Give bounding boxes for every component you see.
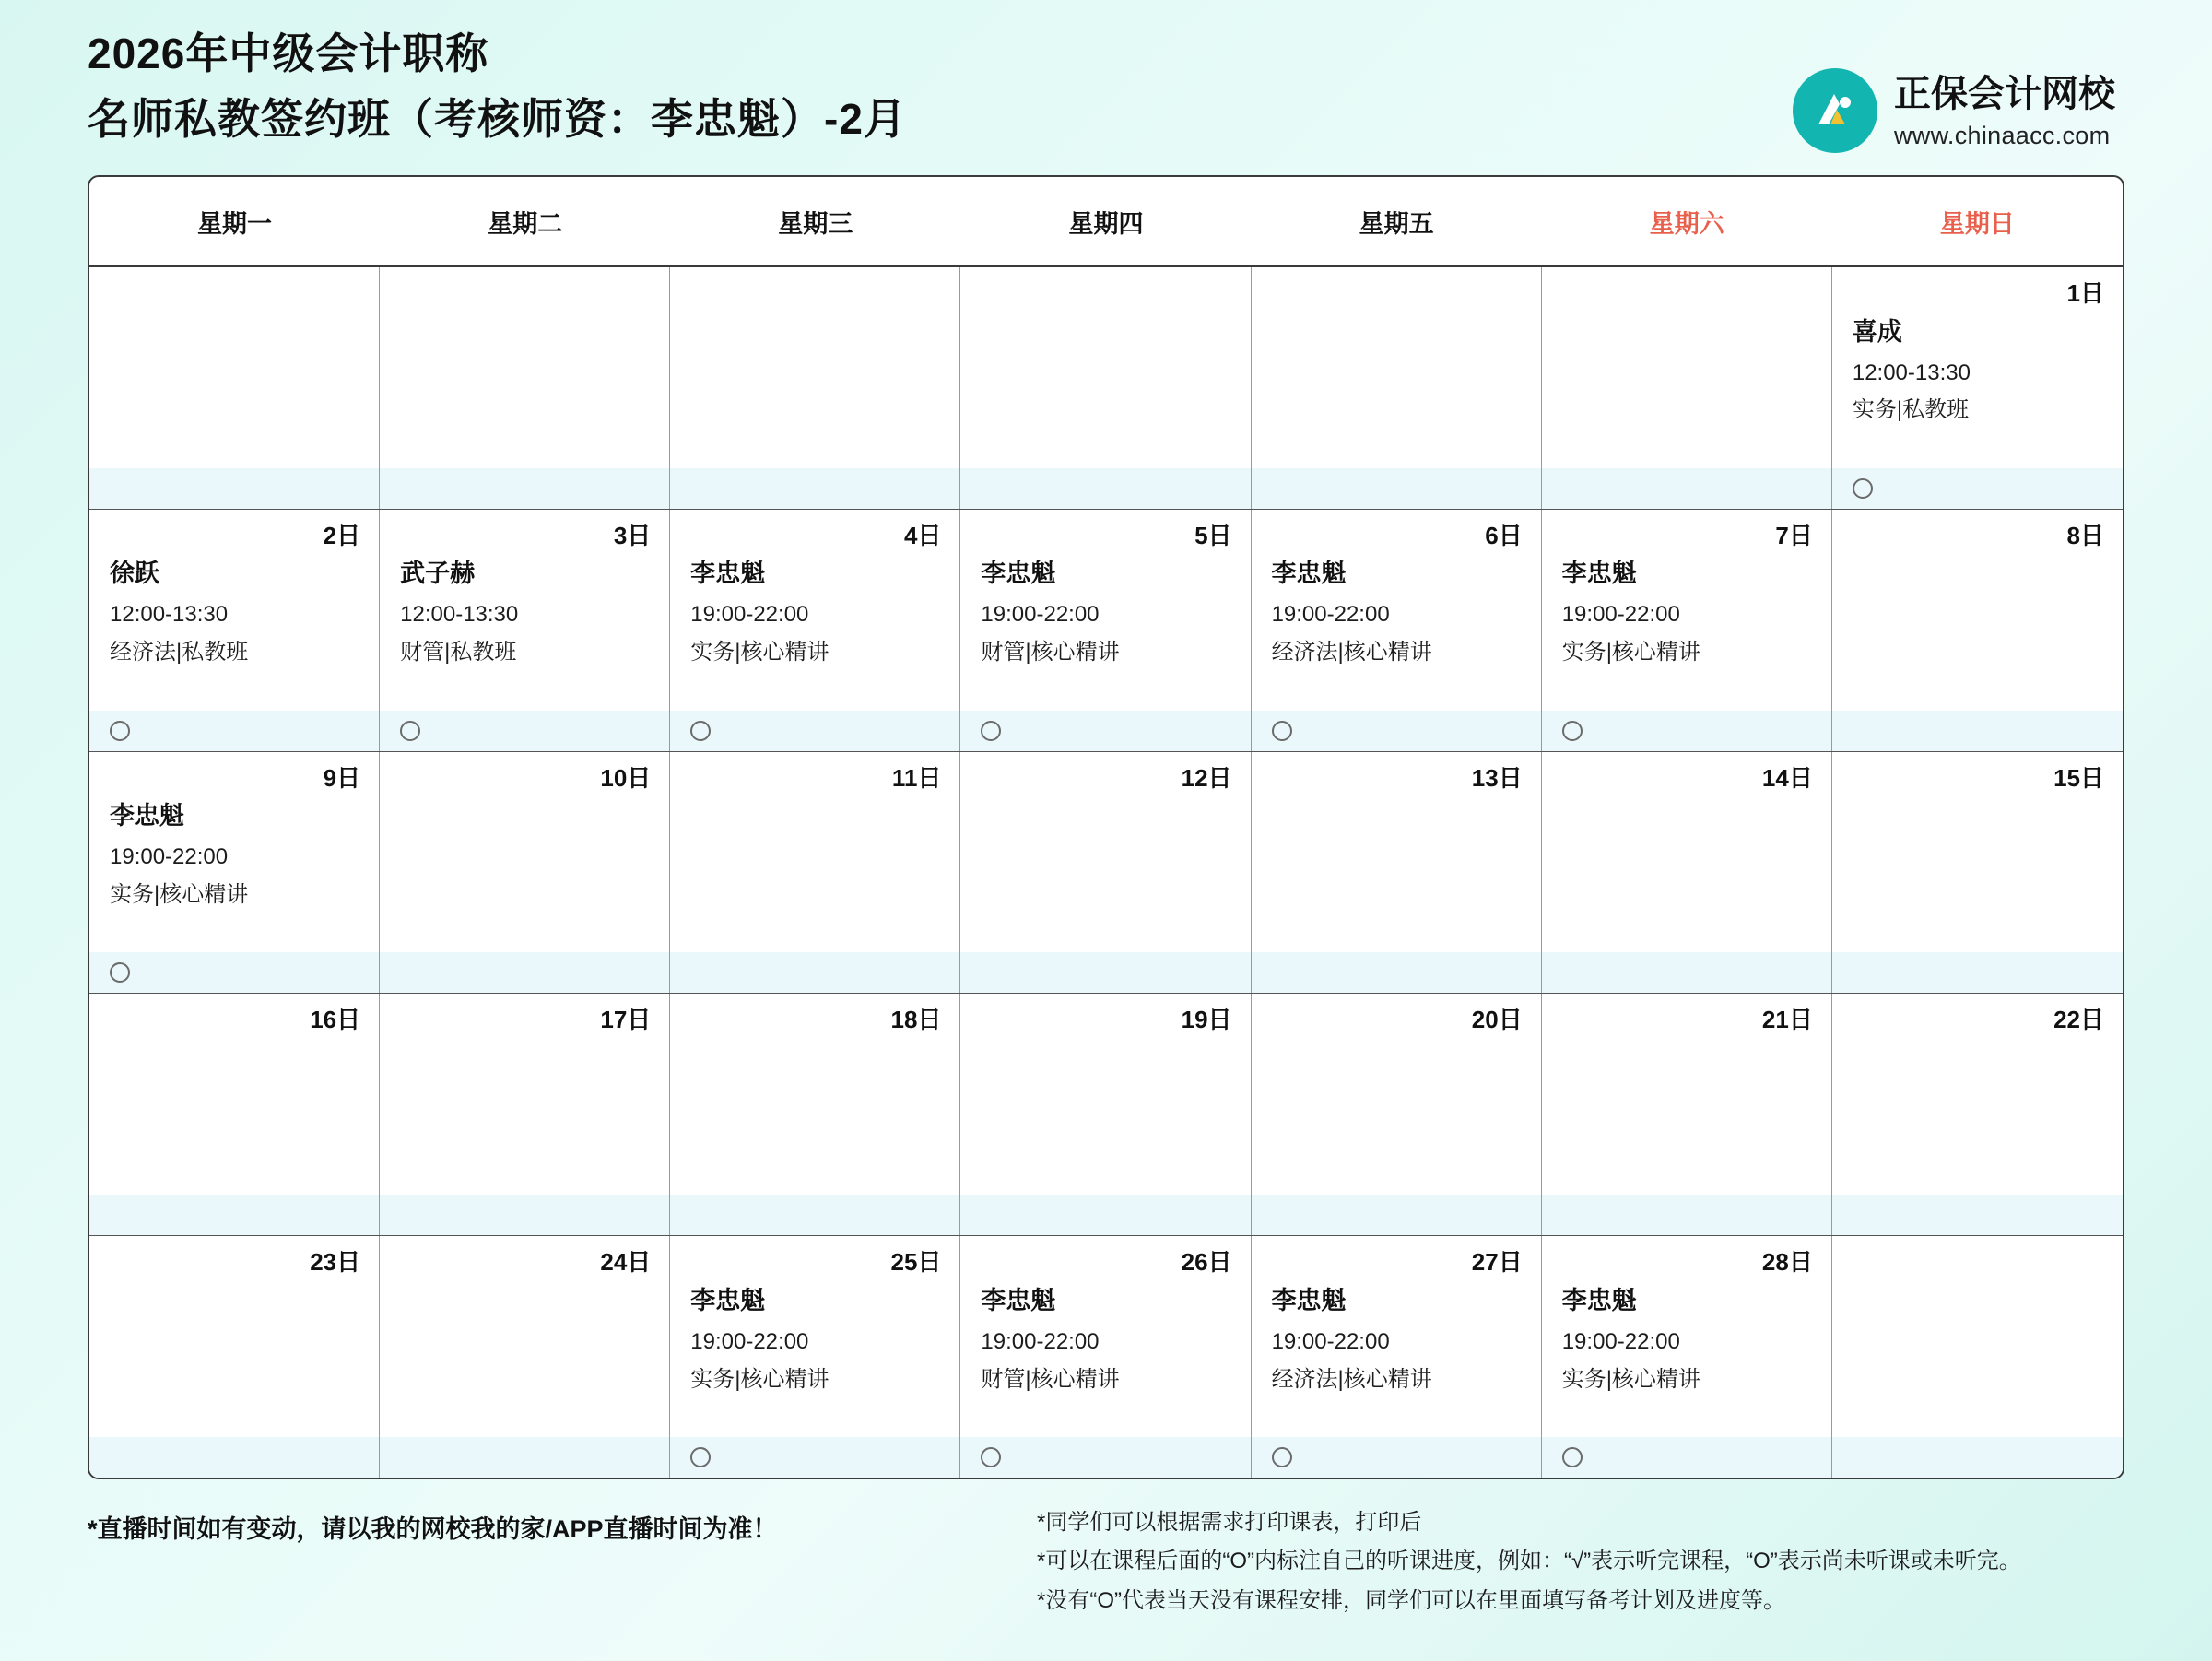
day-number: 11日	[891, 763, 942, 792]
progress-circle-icon[interactable]	[1272, 721, 1292, 741]
day-footer	[1832, 468, 2123, 509]
day-cell[interactable]	[1252, 752, 1542, 994]
day-body	[380, 791, 669, 952]
day-body	[960, 548, 1250, 710]
day-body	[960, 791, 1250, 952]
day-footer	[380, 1437, 669, 1478]
day-number: 5日	[1194, 521, 1232, 549]
day-footer	[670, 1195, 959, 1235]
day-body	[960, 1276, 1250, 1437]
day-number: 13日	[1471, 763, 1523, 792]
day-footer	[960, 711, 1250, 751]
day-footer	[89, 952, 379, 993]
day-body	[1542, 1276, 1831, 1437]
day-footer	[1252, 1195, 1541, 1235]
day-cell[interactable]	[1252, 994, 1542, 1235]
day-footer	[1252, 468, 1541, 509]
weekday-sun: 星期日	[1939, 209, 2015, 238]
day-body	[89, 548, 379, 710]
day-footer	[1542, 711, 1831, 751]
event-course: 实务|核心精讲	[110, 882, 249, 908]
progress-circle-icon[interactable]	[400, 721, 420, 741]
day-cell[interactable]	[380, 267, 670, 509]
day-footer	[670, 711, 959, 751]
day-number	[380, 267, 669, 280]
day-footer	[670, 1437, 959, 1478]
day-number: 15日	[2053, 763, 2104, 792]
calendar-week-row	[89, 267, 2123, 510]
weekday-thu: 星期四	[1068, 209, 1144, 238]
day-footer	[1542, 468, 1831, 509]
day-number: 6日	[1485, 521, 1523, 549]
day-cell[interactable]	[1542, 752, 1832, 994]
day-cell[interactable]	[89, 510, 380, 751]
day-number	[89, 267, 379, 280]
day-number: 8日	[2066, 521, 2104, 549]
day-footer	[960, 1437, 1250, 1478]
day-body	[1252, 791, 1541, 952]
brand-name: 正保会计网校	[1894, 73, 2115, 114]
event-teacher: 徐跃	[110, 560, 159, 588]
day-footer	[1542, 1195, 1831, 1235]
event-time: 19:00-22:00	[1271, 1328, 1390, 1354]
event-course: 经济法|核心精讲	[1271, 640, 1432, 666]
day-footer	[89, 711, 379, 751]
day-footer	[89, 1195, 379, 1235]
day-cell[interactable]	[89, 752, 380, 994]
day-cell[interactable]	[380, 510, 670, 751]
day-number: 2日	[323, 521, 361, 549]
day-cell[interactable]	[1252, 510, 1542, 751]
day-cell[interactable]	[89, 1236, 380, 1478]
day-body	[1832, 1033, 2123, 1195]
day-number: 26日	[1181, 1248, 1232, 1277]
day-footer	[960, 952, 1250, 993]
footnote-left: *直播时间如有变动，请以我的网校我的家/APP直播时间为准！	[88, 1515, 778, 1543]
day-footer	[380, 711, 669, 751]
footnote-right-line-3: *没有“O”代表当天没有课程安排，同学们可以在里面填写备考计划及进度等。	[1037, 1587, 1785, 1613]
day-cell[interactable]	[1542, 510, 1832, 751]
day-body	[1252, 280, 1541, 468]
day-cell[interactable]	[89, 994, 380, 1235]
weekday-fri: 星期五	[1359, 209, 1434, 238]
event-course: 财管|核心精讲	[981, 640, 1120, 666]
day-number: 3日	[613, 521, 652, 549]
day-number: 22日	[2053, 1006, 2104, 1034]
event-time: 12:00-13:30	[1852, 359, 1971, 385]
event-course: 经济法|私教班	[110, 640, 249, 666]
event-teacher: 李忠魁	[1561, 560, 1637, 588]
day-body	[1252, 548, 1541, 710]
day-cell[interactable]	[1832, 510, 2123, 751]
calendar-week-row	[89, 510, 2123, 752]
day-body	[380, 1033, 669, 1195]
day-body	[1832, 791, 2123, 952]
day-body	[89, 280, 379, 468]
day-body	[89, 791, 379, 952]
event-time: 12:00-13:30	[400, 602, 519, 628]
day-body	[89, 1276, 379, 1437]
event-teacher: 李忠魁	[690, 1286, 766, 1314]
day-number: 4日	[903, 521, 942, 549]
event-teacher: 李忠魁	[981, 560, 1056, 588]
brand-text	[1894, 72, 2115, 150]
day-body	[1542, 1033, 1831, 1195]
event-time: 19:00-22:00	[1561, 1328, 1680, 1354]
day-number: 12日	[1181, 763, 1232, 792]
event-time: 19:00-22:00	[110, 844, 229, 870]
day-cell[interactable]	[670, 267, 960, 509]
day-body	[1832, 307, 2123, 468]
progress-circle-icon[interactable]	[1272, 1447, 1292, 1467]
day-body	[1832, 1249, 2123, 1437]
event-teacher: 李忠魁	[110, 802, 184, 830]
event-course: 实务|私教班	[1852, 397, 1970, 423]
event-course: 实务|核心精讲	[1561, 640, 1700, 666]
day-body	[89, 1033, 379, 1195]
day-footer	[89, 468, 379, 509]
day-body	[380, 1276, 669, 1437]
event-time: 19:00-22:00	[981, 1328, 1100, 1354]
day-body	[670, 1276, 959, 1437]
page-title-line2: 名师私教签约班（考核师资：李忠魁）-2月	[88, 94, 907, 143]
day-cell[interactable]	[670, 994, 960, 1235]
event-teacher: 武子赫	[400, 560, 476, 588]
day-footer	[1832, 711, 2123, 751]
event-time: 19:00-22:00	[690, 1328, 809, 1354]
day-cell[interactable]	[380, 752, 670, 994]
day-cell[interactable]	[1832, 1236, 2123, 1478]
day-cell[interactable]	[1252, 267, 1542, 509]
day-cell[interactable]	[960, 267, 1251, 509]
calendar-weeks	[89, 267, 2123, 1478]
day-cell[interactable]	[1832, 994, 2123, 1235]
day-body	[1542, 280, 1831, 468]
event-teacher: 李忠魁	[1271, 560, 1347, 588]
day-body	[1252, 1033, 1541, 1195]
day-footer	[1832, 952, 2123, 993]
day-cell[interactable]	[89, 267, 380, 509]
calendar-week-row	[89, 994, 2123, 1236]
day-number: 14日	[1761, 763, 1813, 792]
event-teacher: 李忠魁	[690, 560, 766, 588]
day-cell[interactable]	[670, 510, 960, 751]
day-number: 17日	[600, 1006, 652, 1034]
day-footer	[960, 468, 1250, 509]
calendar-weekday-header	[89, 177, 2123, 267]
day-number: 24日	[600, 1248, 652, 1277]
day-footer	[670, 952, 959, 993]
day-body	[960, 280, 1250, 468]
day-footer	[1832, 1437, 2123, 1478]
day-number: 25日	[890, 1248, 942, 1277]
chinaacc-logo-icon	[1793, 68, 1877, 153]
title-block	[88, 22, 907, 147]
day-body	[670, 548, 959, 710]
day-number: 9日	[323, 763, 361, 792]
day-number: 21日	[1761, 1006, 1813, 1034]
day-cell[interactable]	[1252, 1236, 1542, 1478]
day-number: 1日	[2066, 279, 2104, 307]
day-cell[interactable]	[1832, 752, 2123, 994]
day-footer	[380, 952, 669, 993]
day-body	[1252, 1276, 1541, 1437]
day-number: 27日	[1471, 1248, 1523, 1277]
day-cell[interactable]	[1542, 267, 1832, 509]
calendar-week-row	[89, 1236, 2123, 1478]
day-footer	[89, 1437, 379, 1478]
brand-url[interactable]: www.chinaacc.com	[1894, 121, 2111, 149]
day-body	[1542, 548, 1831, 710]
event-teacher: 李忠魁	[981, 1286, 1056, 1314]
weekday-mon: 星期一	[197, 209, 273, 238]
progress-circle-icon[interactable]	[110, 721, 130, 741]
day-cell[interactable]	[960, 510, 1251, 751]
day-cell[interactable]	[670, 752, 960, 994]
event-teacher: 李忠魁	[1561, 1286, 1637, 1314]
day-footer	[1252, 1437, 1541, 1478]
day-number	[670, 267, 959, 280]
event-course: 实务|核心精讲	[1561, 1366, 1700, 1392]
event-time: 19:00-22:00	[1561, 602, 1680, 628]
progress-circle-icon[interactable]	[1562, 1447, 1583, 1467]
day-footer	[1542, 1437, 1831, 1478]
day-footer	[1542, 952, 1831, 993]
day-body	[380, 280, 669, 468]
day-number: 28日	[1761, 1248, 1813, 1277]
day-body	[670, 1033, 959, 1195]
day-number	[1542, 267, 1831, 280]
weekday-wed: 星期三	[778, 209, 853, 238]
day-cell[interactable]	[380, 1236, 670, 1478]
event-course: 实务|核心精讲	[690, 640, 830, 666]
progress-circle-icon[interactable]	[110, 962, 130, 983]
progress-circle-icon[interactable]	[981, 1447, 1001, 1467]
footnote-right-line-2: *可以在课程后面的“O”内标注自己的听课进度，例如：“√”表示听完课程，“O”表示尚未听课或未听完。	[1037, 1549, 2021, 1574]
day-footer	[380, 468, 669, 509]
footnote-right	[1037, 1505, 2124, 1622]
event-time: 19:00-22:00	[981, 602, 1100, 628]
day-footer	[1252, 952, 1541, 993]
day-number: 16日	[310, 1006, 361, 1034]
day-cell[interactable]	[1542, 1236, 1832, 1478]
page-title-line1: 2026年中级会计职称	[88, 29, 489, 77]
event-time: 19:00-22:00	[690, 602, 809, 628]
calendar	[88, 175, 2124, 1479]
weekday-tue: 星期二	[488, 209, 563, 238]
day-cell[interactable]	[1832, 267, 2123, 509]
day-cell[interactable]	[1542, 994, 1832, 1235]
calendar-week-row	[89, 752, 2123, 995]
day-footer	[1252, 711, 1541, 751]
day-number: 18日	[890, 1006, 942, 1034]
day-cell[interactable]	[960, 1236, 1251, 1478]
day-cell[interactable]	[380, 994, 670, 1235]
page-header	[88, 0, 2124, 175]
day-footer	[1832, 1195, 2123, 1235]
day-number: 19日	[1181, 1006, 1232, 1034]
brand	[1793, 22, 2124, 153]
progress-circle-icon[interactable]	[1853, 478, 1873, 499]
day-footer	[380, 1195, 669, 1235]
day-cell[interactable]	[960, 752, 1251, 994]
footnotes	[88, 1505, 2124, 1622]
event-time: 12:00-13:30	[110, 602, 229, 628]
progress-circle-icon[interactable]	[690, 1447, 711, 1467]
day-body	[1832, 548, 2123, 710]
day-number: 23日	[310, 1248, 361, 1277]
event-time: 19:00-22:00	[1271, 602, 1390, 628]
progress-circle-icon[interactable]	[1562, 721, 1583, 741]
event-course: 实务|核心精讲	[690, 1366, 830, 1392]
day-number: 20日	[1471, 1006, 1523, 1034]
progress-circle-icon[interactable]	[981, 721, 1001, 741]
event-teacher: 李忠魁	[1271, 1286, 1347, 1314]
day-body	[960, 1033, 1250, 1195]
day-body	[380, 548, 669, 710]
day-number	[1252, 267, 1541, 280]
event-course: 财管|核心精讲	[981, 1366, 1120, 1392]
day-cell[interactable]	[960, 994, 1251, 1235]
day-body	[670, 280, 959, 468]
day-number	[960, 267, 1250, 280]
day-footer	[960, 1195, 1250, 1235]
footnote-right-line-1: *同学们可以根据需求打印课表，打印后	[1037, 1510, 1422, 1535]
day-footer	[670, 468, 959, 509]
day-number: 10日	[600, 763, 652, 792]
day-body	[670, 791, 959, 952]
day-number	[1832, 1236, 2123, 1249]
progress-circle-icon[interactable]	[690, 721, 711, 741]
event-teacher: 喜成	[1852, 317, 1902, 346]
weekday-sat: 星期六	[1649, 209, 1724, 238]
day-cell[interactable]	[670, 1236, 960, 1478]
event-course: 财管|私教班	[400, 640, 517, 666]
day-number: 7日	[1775, 521, 1813, 549]
event-course: 经济法|核心精讲	[1271, 1366, 1432, 1392]
day-body	[1542, 791, 1831, 952]
